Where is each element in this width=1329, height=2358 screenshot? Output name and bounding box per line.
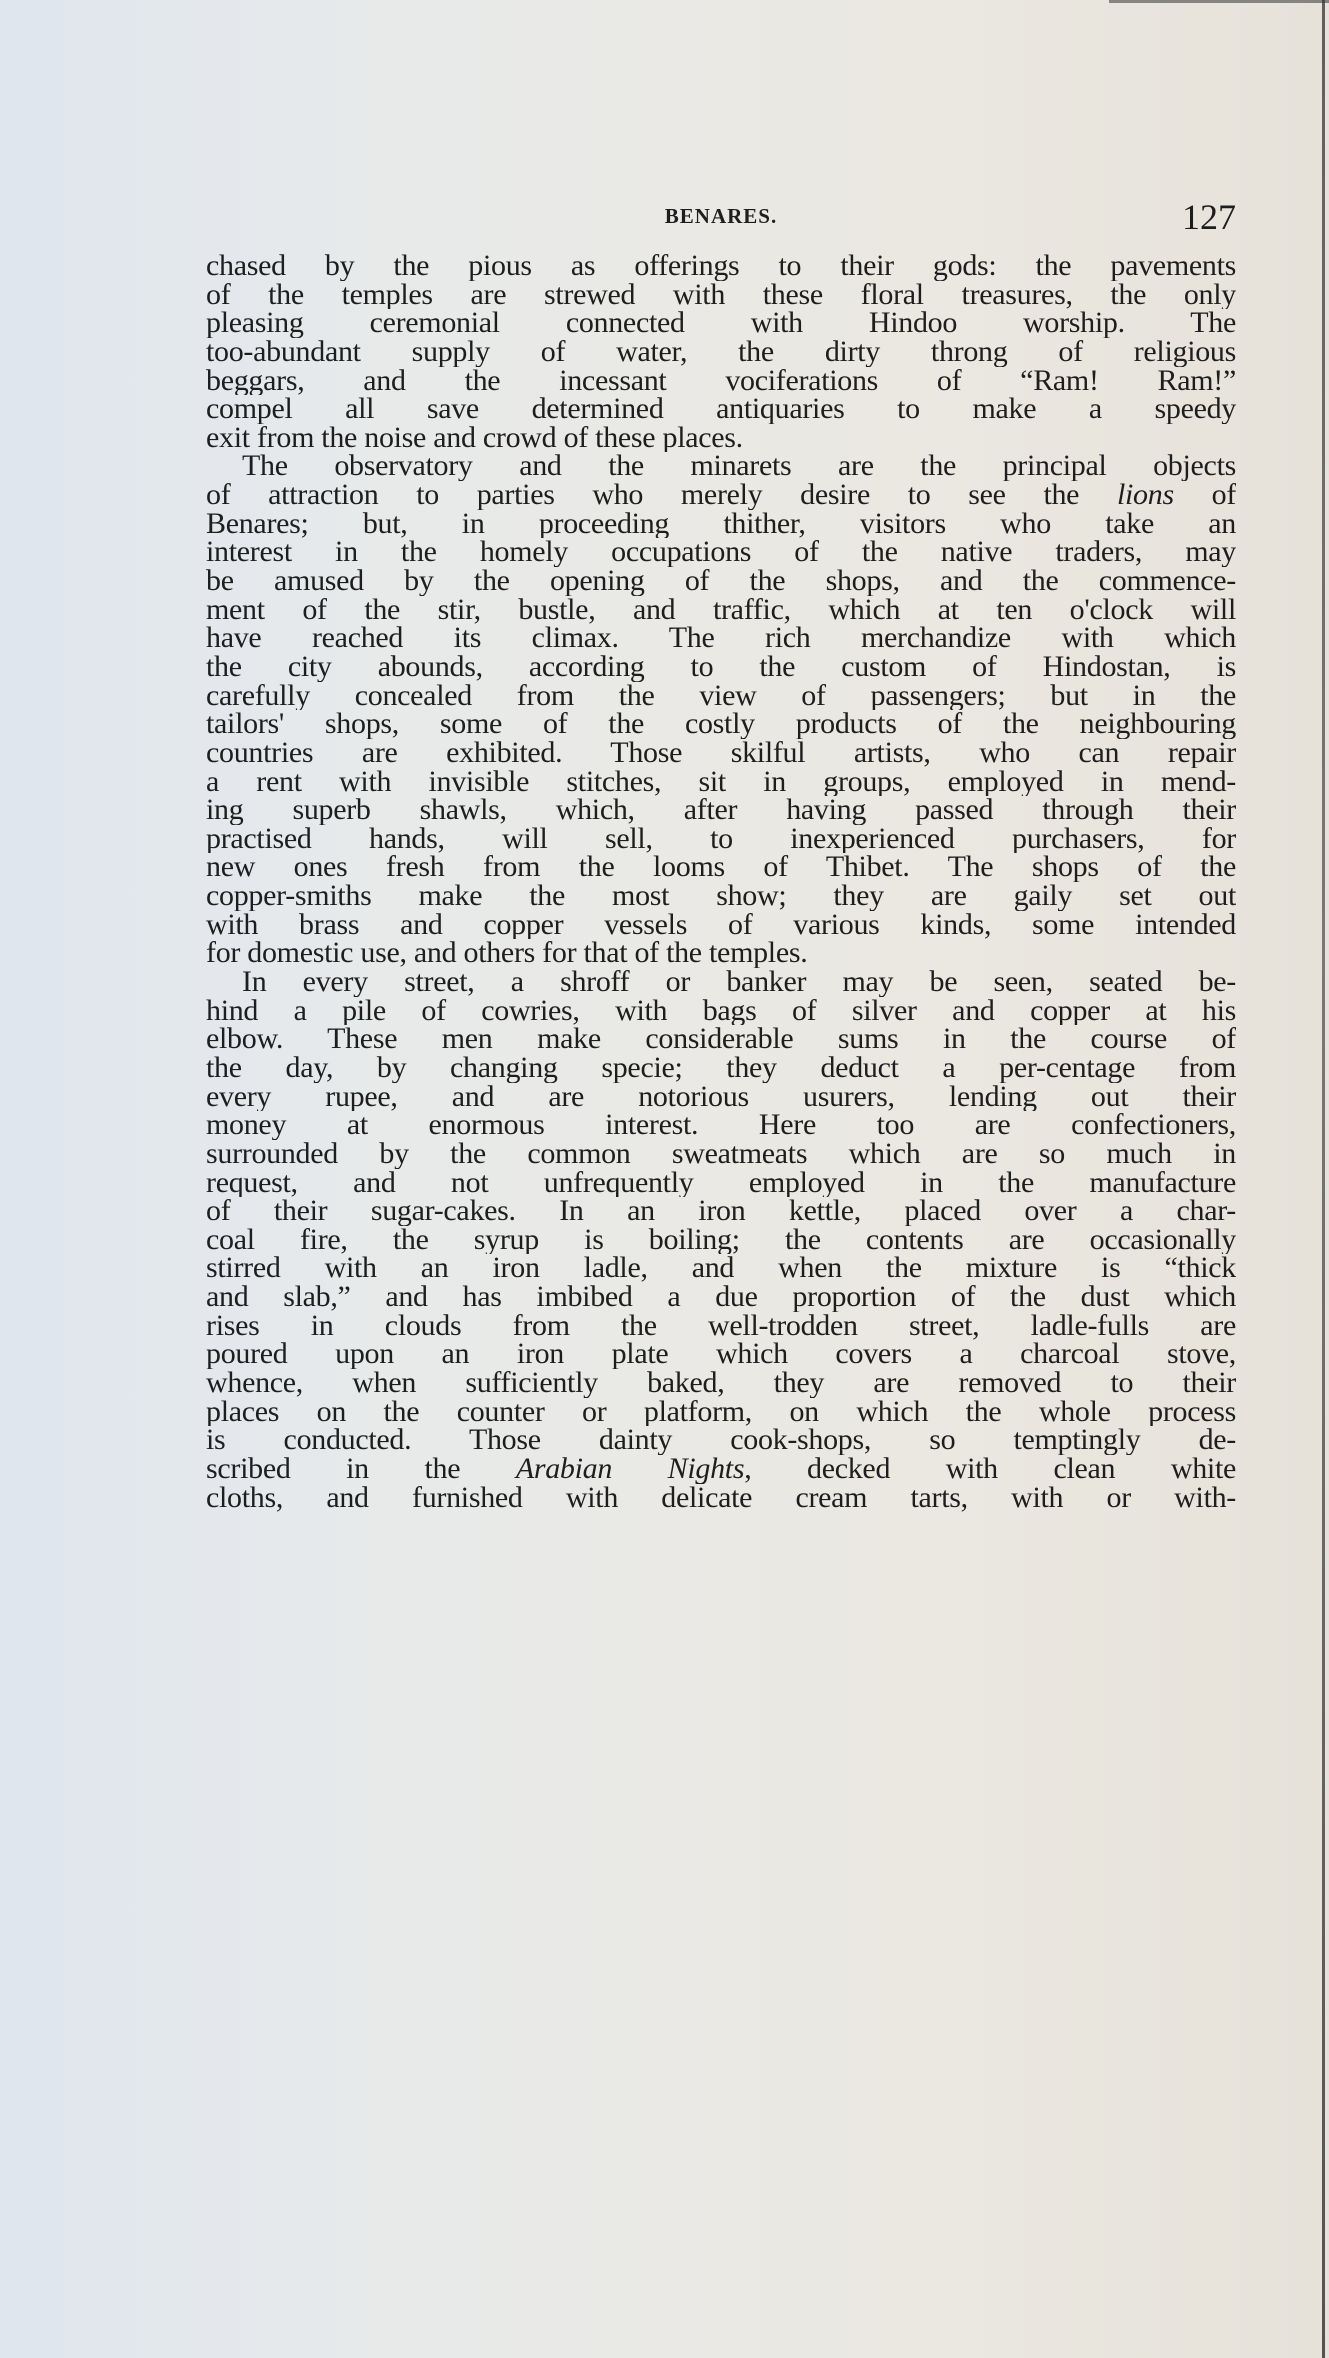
text-line: chased by the pious as offerings to their gods: the pavements xyxy=(206,252,1236,281)
text-line xyxy=(206,481,1236,510)
text-line: for domestic use, and others for that of the temples. xyxy=(206,939,808,969)
text-line: have reached its climax. The rich merchandize with which xyxy=(206,624,1236,653)
text-line: countries are exhibited. Those skilful artists, who can repair xyxy=(206,738,1236,768)
text-line: ment of the stir, bustle, and traffic, which at ten o'clock will xyxy=(206,595,1236,625)
text-line: tailors' shops, some of the costly products of the neighbouring xyxy=(206,710,1236,739)
text-line: new ones fresh from the looms of Thibet. The shops of the xyxy=(206,853,1236,883)
text-line: beggars, and the incessant vociferations of “Ram! Ram!” xyxy=(206,366,1236,396)
text-line: stirred with an iron ladle, and when the mixture is “thick xyxy=(206,1254,1236,1284)
text-line: pleasing ceremonial connected with Hindoo worship. The xyxy=(206,309,1236,338)
text-line: hind a pile of cowries, with bags of silver and copper at his xyxy=(206,996,1236,1026)
italic-text: lions xyxy=(1116,481,1174,510)
text-line: coal fire, the syrup is boiling; the contents are occasionally xyxy=(206,1225,1236,1255)
text-line: whence, when sufficiently baked, they are removed to their xyxy=(206,1368,1236,1398)
page-header xyxy=(206,196,1236,236)
text-segment: of xyxy=(1173,481,1236,510)
text-line: copper-smiths make the most show; they are gaily set out xyxy=(206,882,1236,911)
text-line: poured upon an iron plate which covers a charcoal stove, xyxy=(206,1340,1236,1369)
text-line: rises in clouds from the well-trodden street, ladle-fulls are xyxy=(206,1311,1236,1341)
text-line: and slab,” and has imbibed a due proportion of the dust which xyxy=(206,1283,1236,1312)
text-segment: , decked with clean white xyxy=(744,1454,1236,1484)
text-line: surrounded by the common sweatmeats which are so much in xyxy=(206,1139,1236,1169)
text-line: the city abounds, according to the custom of Hindostan, is xyxy=(206,652,1236,682)
text-line: In every street, a shroff or banker may be seen, seated be- xyxy=(242,968,1236,997)
text-line: the day, by changing specie; they deduct a per-centage from xyxy=(206,1053,1236,1083)
text-line: of their sugar-cakes. In an iron kettle, placed over a char- xyxy=(206,1197,1236,1226)
text-line: too-abundant supply of water, the dirty throng of religious xyxy=(206,337,1236,367)
text-line: with brass and copper vessels of various kinds, some intended xyxy=(206,910,1236,940)
text-line: interest in the homely occupations of the native traders, may xyxy=(206,538,1236,568)
page-number: 127 xyxy=(1182,197,1236,237)
text-segment: of attraction to parties who merely desire to see the xyxy=(206,481,1117,510)
italic-text: Arabian Nights xyxy=(515,1454,745,1484)
text-line: cloths, and furnished with delicate cream tarts, with or with- xyxy=(206,1483,1236,1513)
text-line: The observatory and the minarets are the principal objects xyxy=(242,452,1236,482)
text-line: be amused by the opening of the shops, and the commence- xyxy=(206,567,1236,596)
running-title: BENARES. xyxy=(664,204,778,228)
text-line: is conducted. Those dainty cook-shops, so temptingly de- xyxy=(206,1426,1236,1455)
text-segment: scribed in the xyxy=(206,1454,516,1484)
text-line: a rent with invisible stitches, sit in groups, employed in mend- xyxy=(206,767,1236,797)
text-line: request, and not unfrequently employed in the manufacture xyxy=(206,1168,1236,1198)
text-line: compel all save determined antiquaries to make a speedy xyxy=(206,395,1236,424)
page-body-text xyxy=(206,252,1236,1512)
page-top-edge xyxy=(1109,0,1329,3)
text-line xyxy=(206,1455,1236,1484)
page-right-edge xyxy=(1322,0,1325,2358)
text-line: of the temples are strewed with these floral treasures, the only xyxy=(206,280,1236,310)
text-line: practised hands, will sell, to inexperienced purchasers, for xyxy=(206,824,1236,854)
text-line: exit from the noise and crowd of these places. xyxy=(206,423,743,453)
text-line: every rupee, and are notorious usurers, lending out their xyxy=(206,1082,1236,1112)
text-line: Benares; but, in proceeding thither, visitors who take an xyxy=(206,509,1236,539)
text-line: elbow. These men make considerable sums in the course of xyxy=(206,1025,1236,1054)
text-line: ing superb shawls, which, after having passed through their xyxy=(206,796,1236,825)
text-line: carefully concealed from the view of passengers; but in the xyxy=(206,681,1236,711)
text-line: places on the counter or platform, on which the whole process xyxy=(206,1397,1236,1427)
text-line: money at enormous interest. Here too are confectioners, xyxy=(206,1111,1236,1140)
